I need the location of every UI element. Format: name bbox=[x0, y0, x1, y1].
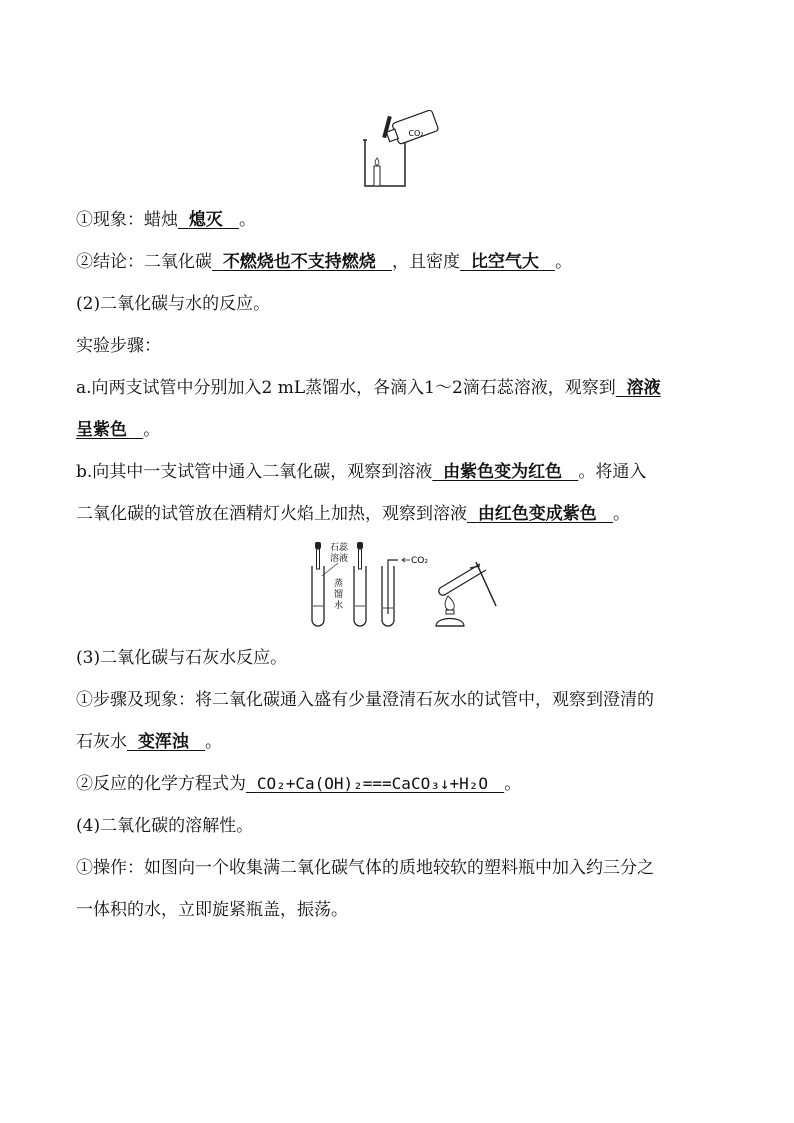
q3-title: (3)二氧化碳与石灰水反应。 bbox=[76, 648, 288, 668]
equation-prefix: ②反应的化学方程式为 bbox=[76, 774, 246, 794]
q4-title: (4)二氧化碳的溶解性。 bbox=[76, 816, 254, 836]
limewater-step-prefix: 石灰水 bbox=[76, 732, 127, 752]
phenomenon-line bbox=[76, 209, 256, 231]
limewater-step-suffix: 。 bbox=[205, 732, 223, 752]
limewater-step-line2 bbox=[76, 731, 222, 753]
step-b-line2-prefix: 二氧化碳的试管放在酒精灯火焰上加热，观察到溶液 bbox=[76, 504, 467, 524]
water-label-2: 馏 bbox=[334, 590, 344, 600]
conclusion-prefix: ②结论：二氧化碳 bbox=[76, 252, 212, 272]
step-b-answer-2: 由红色变成紫色 bbox=[477, 504, 597, 524]
step-a-answer-part2: 呈紫色 bbox=[76, 420, 127, 440]
step-b-suffix: 。 bbox=[613, 504, 631, 524]
co2-bottle-label: CO₂ bbox=[408, 129, 424, 138]
step-b-line2 bbox=[76, 503, 630, 525]
step-a-prefix: a.向两支试管中分别加入2 mL蒸馏水，各滴入1～2滴石蕊溶液，观察到 bbox=[76, 378, 616, 398]
step-b-answer-1: 由紫色变为红色 bbox=[443, 462, 563, 482]
conclusion-answer-1: 不燃烧也不支持燃烧 bbox=[222, 252, 376, 272]
phenomenon-prefix: ①现象：蜡烛 bbox=[76, 210, 178, 230]
step-a-answer-part1: 溶液 bbox=[626, 378, 661, 398]
limewater-step-answer: 变浑浊 bbox=[137, 732, 189, 752]
step-a-line2 bbox=[76, 419, 160, 441]
equation-suffix: 。 bbox=[504, 774, 522, 794]
step-b-mid: 。将通入 bbox=[578, 462, 647, 482]
co2-candle-figure bbox=[355, 110, 447, 190]
litmus-label-2: 溶液 bbox=[330, 554, 349, 564]
steps-label: 实验步骤： bbox=[76, 336, 161, 356]
step-a-line1 bbox=[76, 377, 661, 399]
conclusion-answer-2: 比空气大 bbox=[470, 252, 539, 272]
co2-inlet-label: CO₂ bbox=[411, 556, 428, 566]
phenomenon-answer: 熄灭 bbox=[188, 210, 223, 230]
conclusion-mid: ，且密度 bbox=[392, 252, 461, 272]
step-b-line1 bbox=[76, 461, 646, 483]
water-label-3: 水 bbox=[334, 601, 344, 611]
equation-answer: CO₂+Ca(OH)₂===CaCO₃↓+H₂O bbox=[256, 774, 488, 793]
q2-title: (2)二氧化碳与水的反应。 bbox=[76, 294, 271, 314]
step-b-prefix: b.向其中一支试管中通入二氧化碳，观察到溶液 bbox=[76, 462, 433, 482]
water-label-1: 蒸 bbox=[334, 579, 344, 589]
limewater-step-line1: ①步骤及现象：将二氧化碳通入盛有少量澄清石灰水的试管中，观察到澄清的 bbox=[76, 690, 654, 710]
conclusion-suffix: 。 bbox=[555, 252, 573, 272]
phenomenon-suffix: 。 bbox=[239, 210, 257, 230]
operation-line1: ①操作：如图向一个收集满二氧化碳气体的质地较软的塑料瓶中加入约三分之 bbox=[76, 858, 654, 878]
litmus-test-figure bbox=[300, 536, 500, 632]
equation-line bbox=[76, 773, 521, 795]
operation-line2: 一体积的水，立即旋紧瓶盖，振荡。 bbox=[76, 900, 348, 920]
litmus-label-1: 石蕊 bbox=[330, 543, 349, 553]
conclusion-line bbox=[76, 251, 572, 273]
step-a-suffix: 。 bbox=[143, 420, 161, 440]
